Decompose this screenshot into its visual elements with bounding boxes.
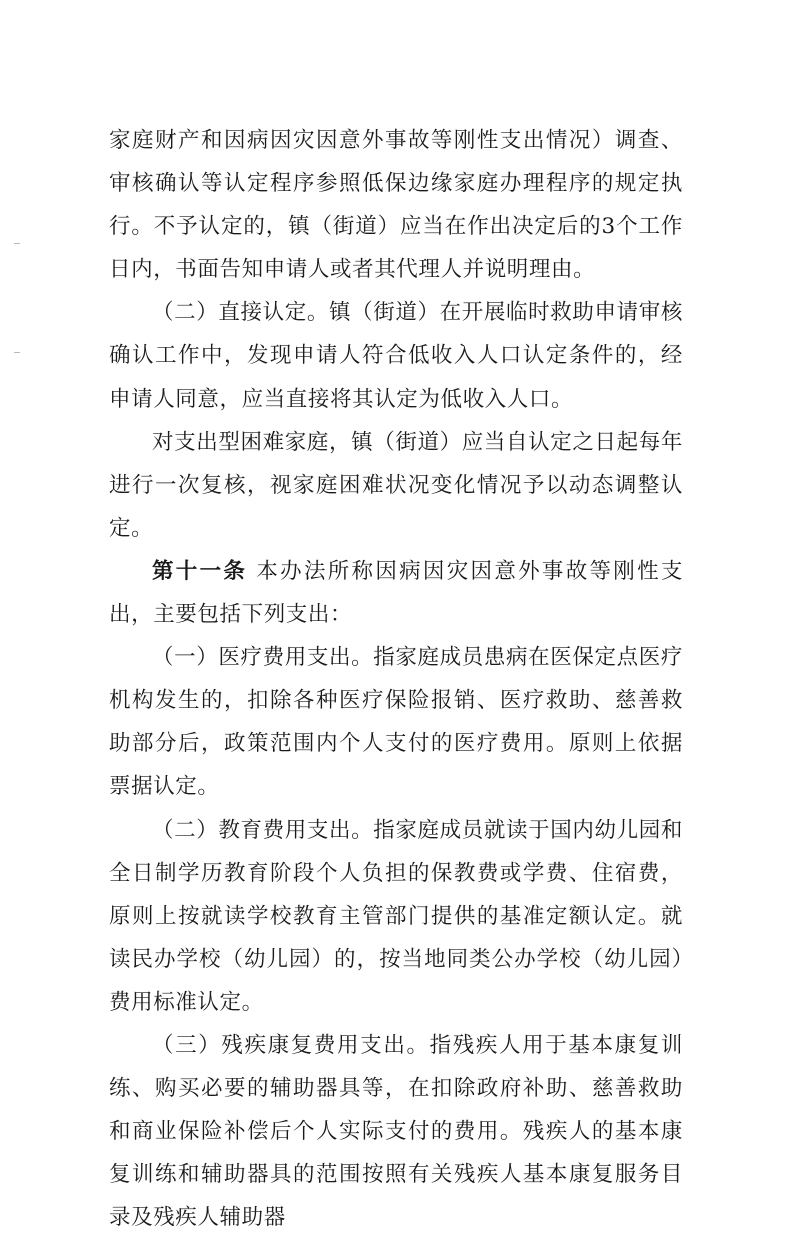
paragraph-continuation: 家庭财产和因病因灾因意外事故等刚性支出情况）调查、审核确认等认定程序参照低保边缘家庭办理程序的规定执行。不予认定的，镇（街道）应当在作出决定后的3个工作日内，书面告知申请人或者其代理人并说明理由。 [109, 128, 683, 283]
paragraph-rehabilitation-expense: （三）残疾康复费用支出。指残疾人用于基本康复训练、购买必要的辅助器具等，在扣除政府补助、慈善救助和商业保险补偿后个人实际支付的费用。残疾人的基本康复训练和辅助器具的范围按照有关残疾人基本康复服务目录及残疾人辅助器 [109, 1032, 683, 1231]
paragraph-education-expense: （二）教育费用支出。指家庭成员就读于国内幼儿园和全日制学历教育阶段个人负担的保教费或学费、住宿费，原则上按就读学校教育主管部门提供的基准定额认定。就读民办学校（幼儿园）的，按当地同类公办学校（幼儿园）费用标准认定。 [109, 817, 683, 1015]
paragraph-annual-review: 对支出型困难家庭，镇（街道）应当自认定之日起每年进行一次复核，视家庭困难状况变化情况予以动态调整认定。 [109, 429, 683, 541]
article-heading: 第十一条 [152, 558, 248, 584]
paragraph-article-11 [109, 550, 683, 636]
scan-margin-mark [14, 243, 20, 244]
article-body: 本办法所称因病因灾因意外事故等刚性支出，主要包括下列支出： [109, 558, 684, 628]
paragraph-medical-expense: （一）医疗费用支出。指家庭成员患病在医保定点医疗机构发生的，扣除各种医疗保险报销、医疗救助、慈善救助部分后，政策范围内个人支付的医疗费用。原则上依据票据认定。 [109, 645, 683, 800]
document-body [109, 119, 683, 1239]
scan-margin-mark [14, 352, 20, 353]
paragraph-direct-recognition: （二）直接认定。镇（街道）在开展临时救助申请审核确认工作中，发现申请人符合低收入人口认定条件的，经申请人同意，应当直接将其认定为低收入人口。 [109, 300, 683, 412]
